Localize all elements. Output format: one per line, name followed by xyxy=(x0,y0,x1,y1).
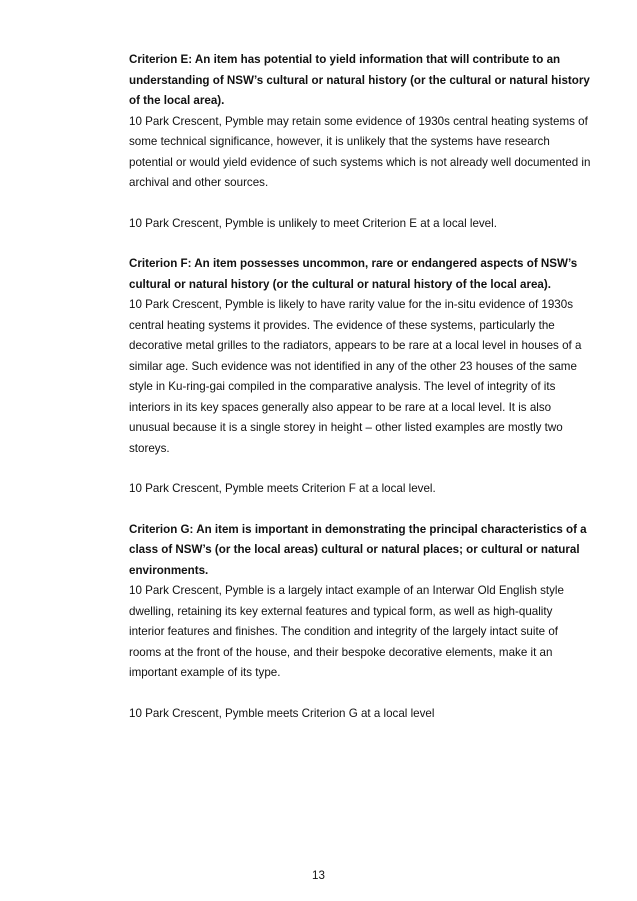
document-page xyxy=(129,50,591,724)
criterion-e-section xyxy=(129,50,591,234)
criterion-g-conclusion: 10 Park Crescent, Pymble meets Criterion G at a local level xyxy=(129,706,435,720)
criterion-e-conclusion: 10 Park Crescent, Pymble is unlikely to meet Criterion E at a local level. xyxy=(129,216,497,230)
criterion-f-body: 10 Park Crescent, Pymble is likely to have rarity value for the in-situ evidence of 1930s central heating systems it provides. The evidence of these systems, particularly the decorative metal grilles to the radiators, appears to be rare at a local level in houses of a similar age. Such evidence was not identified in any of the other 23 houses of the same style in Ku-ring-gai compiled in the comparative analysis. The level of integrity of its interiors in its key spaces generally also appear to be rare at a local level. It is also unusual because it is a single storey in height – other listed examples are mostly two storeys. xyxy=(129,298,582,455)
criterion-e-body: 10 Park Crescent, Pymble may retain some evidence of 1930s central heating systems of some technical significance, however, it is unlikely that the systems have research potential or would yield evidence of such systems which is not already well documented in archival and other sources. xyxy=(129,114,591,189)
criterion-g-section xyxy=(129,520,591,725)
section-spacer xyxy=(129,234,591,254)
criterion-f-section xyxy=(129,254,591,500)
criterion-g-body: 10 Park Crescent, Pymble is a largely intact example of an Interwar Old English style dwelling, retaining its key external features and typical form, as well as high-quality interior features and finishes. The condition and integrity of the largely intact suite of rooms at the front of the house, and their bespoke decorative elements, make it an important example of its type. xyxy=(129,584,564,679)
criterion-e-heading: Criterion E: An item has potential to yield information that will contribute to an understanding of NSW’s cultural or natural history (or the cultural or natural history of the local area). xyxy=(129,53,590,107)
criterion-f-conclusion: 10 Park Crescent, Pymble meets Criterion F at a local level. xyxy=(129,482,436,495)
page-number: 13 xyxy=(312,869,325,882)
criterion-f-heading: Criterion F: An item possesses uncommon, rare or endangered aspects of NSW’s cultural or natural history (or the cultural or natural history of the local area). xyxy=(129,257,578,291)
criterion-g-heading: Criterion G: An item is important in demonstrating the principal characteristics of a class of NSW’s (or the local areas) cultural or natural places; or cultural or natural environments. xyxy=(129,522,587,577)
section-spacer xyxy=(129,500,591,520)
